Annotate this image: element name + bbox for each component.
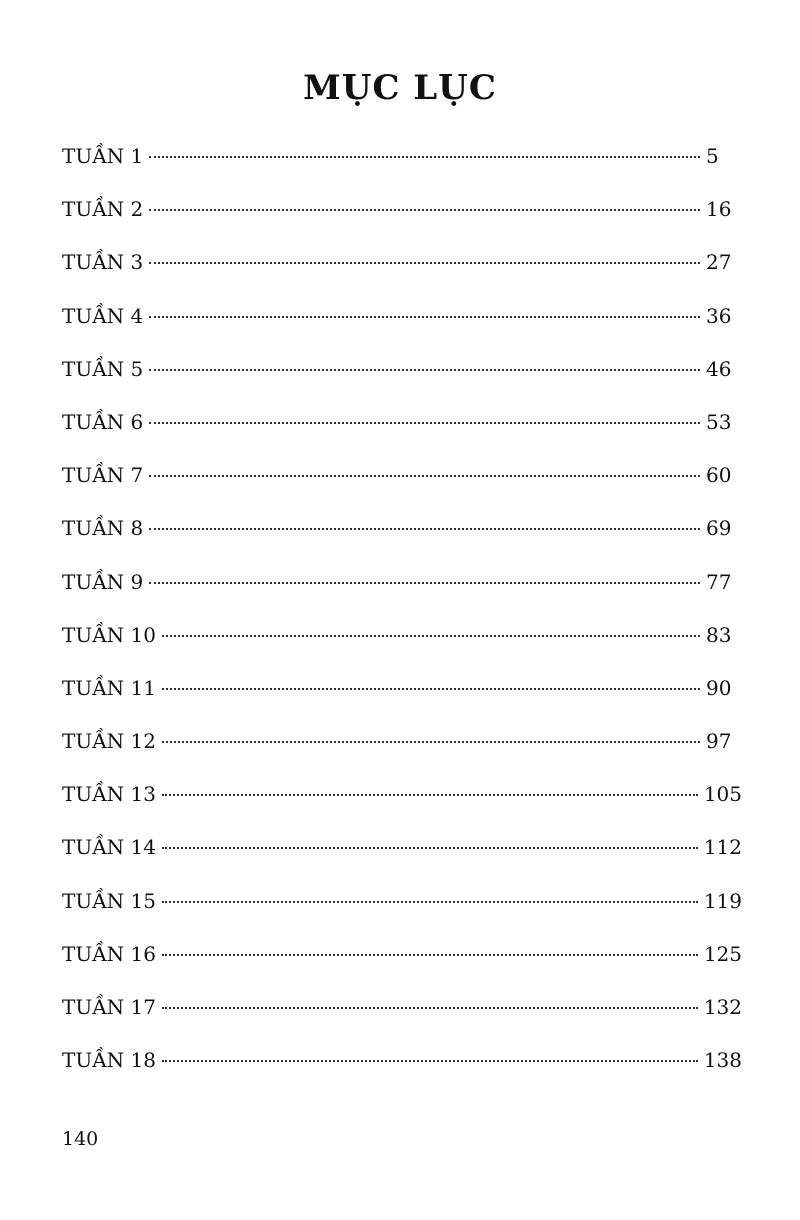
toc-entry-page: 36	[706, 303, 732, 328]
dot-leader	[162, 794, 698, 796]
toc-entry-4	[62, 300, 742, 353]
dot-leader	[149, 316, 700, 318]
toc-entry-5	[62, 353, 742, 406]
toc-entry-17	[62, 991, 742, 1044]
dot-leader	[162, 1007, 698, 1009]
toc-entry-label: TUẦN 16	[62, 941, 156, 966]
table-of-contents	[62, 140, 742, 1097]
dot-leader	[162, 847, 698, 849]
toc-entry-page: 77	[706, 569, 732, 594]
toc-entry-page: 138	[703, 1048, 742, 1073]
toc-entry-label: TUẦN 13	[62, 782, 156, 807]
toc-entry-1	[62, 140, 742, 193]
toc-entry-3	[62, 246, 742, 299]
toc-entry-label: TUẦN 18	[62, 1048, 156, 1073]
toc-entry-label: TUẦN 15	[62, 888, 156, 913]
toc-entry-18	[62, 1044, 742, 1097]
toc-entry-page: 69	[706, 516, 732, 541]
dot-leader	[162, 741, 700, 743]
toc-entry-10	[62, 619, 742, 672]
toc-entry-label: TUẦN 6	[62, 409, 144, 434]
toc-entry-label: TUẦN 7	[62, 463, 144, 488]
toc-entry-page: 53	[706, 409, 732, 434]
toc-entry-page: 83	[706, 622, 732, 647]
toc-entry-page: 5	[706, 144, 719, 168]
toc-entry-label: TUẦN 1	[62, 144, 144, 168]
toc-entry-page: 132	[703, 995, 742, 1019]
toc-entry-page: 125	[703, 941, 742, 966]
toc-entry-13	[62, 778, 742, 831]
dot-leader	[149, 209, 700, 211]
page-title: MỤC LỤC	[303, 68, 497, 108]
dot-leader	[149, 582, 700, 584]
toc-entry-label: TUẦN 2	[62, 197, 144, 222]
toc-entry-page: 27	[706, 250, 732, 275]
toc-entry-page: 46	[706, 356, 732, 381]
toc-entry-label: TUẦN 12	[62, 729, 156, 754]
dot-leader	[149, 422, 700, 424]
dot-leader	[149, 156, 700, 158]
dot-leader	[162, 635, 700, 637]
toc-entry-16	[62, 938, 742, 991]
toc-entry-11	[62, 672, 742, 725]
toc-entry-label: TUẦN 5	[62, 356, 144, 381]
page-number: 140	[62, 1128, 99, 1150]
dot-leader	[162, 1060, 698, 1062]
dot-leader	[149, 528, 700, 530]
toc-entry-page: 16	[706, 197, 732, 222]
toc-entry-14	[62, 831, 742, 884]
dot-leader	[149, 262, 700, 264]
toc-entry-label: TUẦN 4	[62, 303, 144, 328]
dot-leader	[162, 954, 698, 956]
toc-entry-page: 105	[703, 782, 742, 807]
toc-entry-label: TUẦN 3	[62, 250, 144, 275]
toc-entry-6	[62, 406, 742, 459]
toc-entry-2	[62, 193, 742, 246]
toc-entry-page: 119	[703, 888, 742, 913]
dot-leader	[149, 369, 700, 371]
toc-entry-label: TUẦN 8	[62, 516, 144, 541]
toc-entry-page: 90	[706, 675, 732, 700]
toc-entry-page: 60	[706, 463, 732, 488]
toc-entry-15	[62, 885, 742, 938]
toc-entry-label: TUẦN 11	[62, 675, 156, 700]
toc-entry-8	[62, 512, 742, 565]
toc-entry-12	[62, 725, 742, 778]
toc-entry-label: TUẦN 14	[62, 835, 156, 860]
toc-entry-label: TUẦN 10	[62, 622, 156, 647]
toc-entry-page: 97	[706, 729, 732, 754]
dot-leader	[162, 688, 700, 690]
dot-leader	[162, 901, 698, 903]
toc-entry-page: 112	[703, 835, 742, 860]
toc-entry-label: TUẦN 9	[62, 569, 144, 594]
toc-entry-7	[62, 459, 742, 512]
toc-entry-label: TUẦN 17	[62, 995, 156, 1019]
dot-leader	[149, 475, 700, 477]
toc-entry-9	[62, 566, 742, 619]
